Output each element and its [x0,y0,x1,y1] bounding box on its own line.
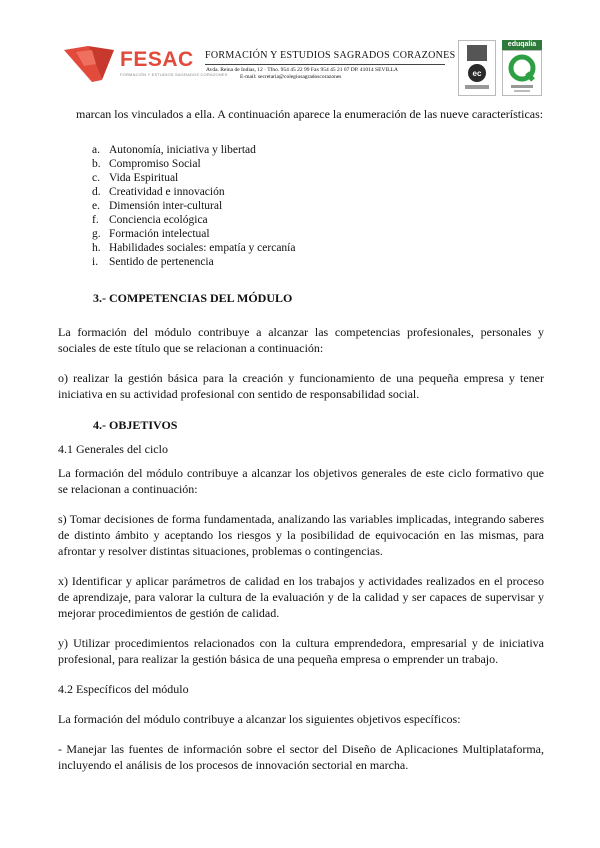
list-text: Habilidades sociales: empatía y cercanía [109,242,296,254]
list-marker: e. [92,200,100,212]
list-text: Vida Espiritual [109,172,179,184]
subsection-4-1-title: 4.1 Generales del ciclo [58,442,168,456]
list-marker: d. [92,186,101,198]
intro-paragraph: marcan los vinculados a ella. A continuación aparece la enumeración de las nueve características: [76,107,544,121]
list-marker: c. [92,172,100,184]
list-text: Creatividad e innovación [109,186,225,198]
certification-badge [458,40,496,96]
list-text: Sentido de pertenencia [109,256,214,268]
list-item [92,185,544,199]
eduqalia-label: eduqalia [502,40,542,50]
subsection-4-2-title: 4.2 Específicos del módulo [58,682,189,696]
org-email: E-mail: secretaria@colegiosagradoscorazones [240,74,342,80]
list-text: Dimensión inter-cultural [109,200,223,212]
org-title: FORMACIÓN Y ESTUDIOS SAGRADOS CORAZONES [205,50,456,61]
section-3-paragraph: La formación del módulo contribuye a alcanzar las competencias profesionales, personales y sociales de este título que se relacionan a continuación: [58,325,544,355]
list-item [92,241,544,255]
section-3-heading: 3.- COMPETENCIAS DEL MÓDULO [93,291,293,305]
fesac-logo-icon [62,44,116,84]
org-address: Avda. Reina de Indias, 12 · Tfno. 954 45 22 99 Fax 954 45 21 07 DP. 41014 SEVILLA [206,67,398,73]
specific-objective-1: - Manejar las fuentes de información sobre el sector del Diseño de Aplicaciones Multiplataforma, incluyendo el análisis de los procesos de innovación sectorial en marcha. [58,742,544,772]
list-item [92,227,544,241]
list-marker: a. [92,144,100,156]
page-header [0,0,600,100]
list-text: Compromiso Social [109,158,201,170]
competence-o: o) realizar la gestión básica para la creación y funcionamiento de una pequeña empresa y tener iniciativa en su actividad profesional con sentido de responsabilidad social. [58,371,544,401]
list-marker: i. [92,256,99,268]
objective-y: y) Utilizar procedimientos relacionados con la cultura emprendedora, empresarial y de iniciativa profesional, para realizar la gestión básica de una pequeña empresa o emprender un trabajo. [58,636,544,666]
list-marker: h. [92,242,101,254]
objective-s: s) Tomar decisiones de forma fundamentada, analizando las variables implicadas, integrando saberes de distinto ámbito y aceptando los riesgos y la posibilidad de equivocación en las mismas, para afrontar y resolver distintas situaciones, problemas o contingencias. [58,512,544,558]
list-item [92,199,544,213]
section-4-1-paragraph: La formación del módulo contribuye a alcanzar los objetivos generales de este ciclo formativo que se relacionan a continuación: [58,466,544,496]
list-item [92,171,544,185]
section-4-heading: 4.- OBJETIVOS [93,418,178,432]
section-4-2-paragraph: La formación del módulo contribuye a alcanzar los siguientes objetivos específicos: [58,712,461,726]
list-item [92,143,544,157]
certification-seal-icon [459,41,495,95]
objective-x: x) Identificar y aplicar parámetros de calidad en los trabajos y actividades realizados en el proceso de aprendizaje, para valorar la cultura de la evaluación y de la calidad y ser capaces de supervisar y mejorar procedimientos de gestión de calidad. [58,574,544,620]
document-body [58,106,544,773]
header-divider [205,64,445,65]
characteristics-list [58,143,544,269]
eduqalia-badge [502,50,542,96]
list-item [92,157,544,171]
brand-subtitle: FORMACIÓN Y ESTUDIOS SAGRADOS CORAZONES [120,72,228,77]
list-item [92,213,544,227]
cert-label: ec [472,69,482,78]
eduqalia-q-icon [503,51,541,95]
list-text: Formación intelectual [109,228,210,240]
list-text: Conciencia ecológica [109,214,208,226]
list-item [92,255,544,269]
list-marker: g. [92,228,101,240]
brand-name: FESAC [120,48,194,71]
list-marker: f. [92,214,99,226]
list-text: Autonomía, iniciativa y libertad [109,144,256,156]
list-marker: b. [92,158,101,170]
